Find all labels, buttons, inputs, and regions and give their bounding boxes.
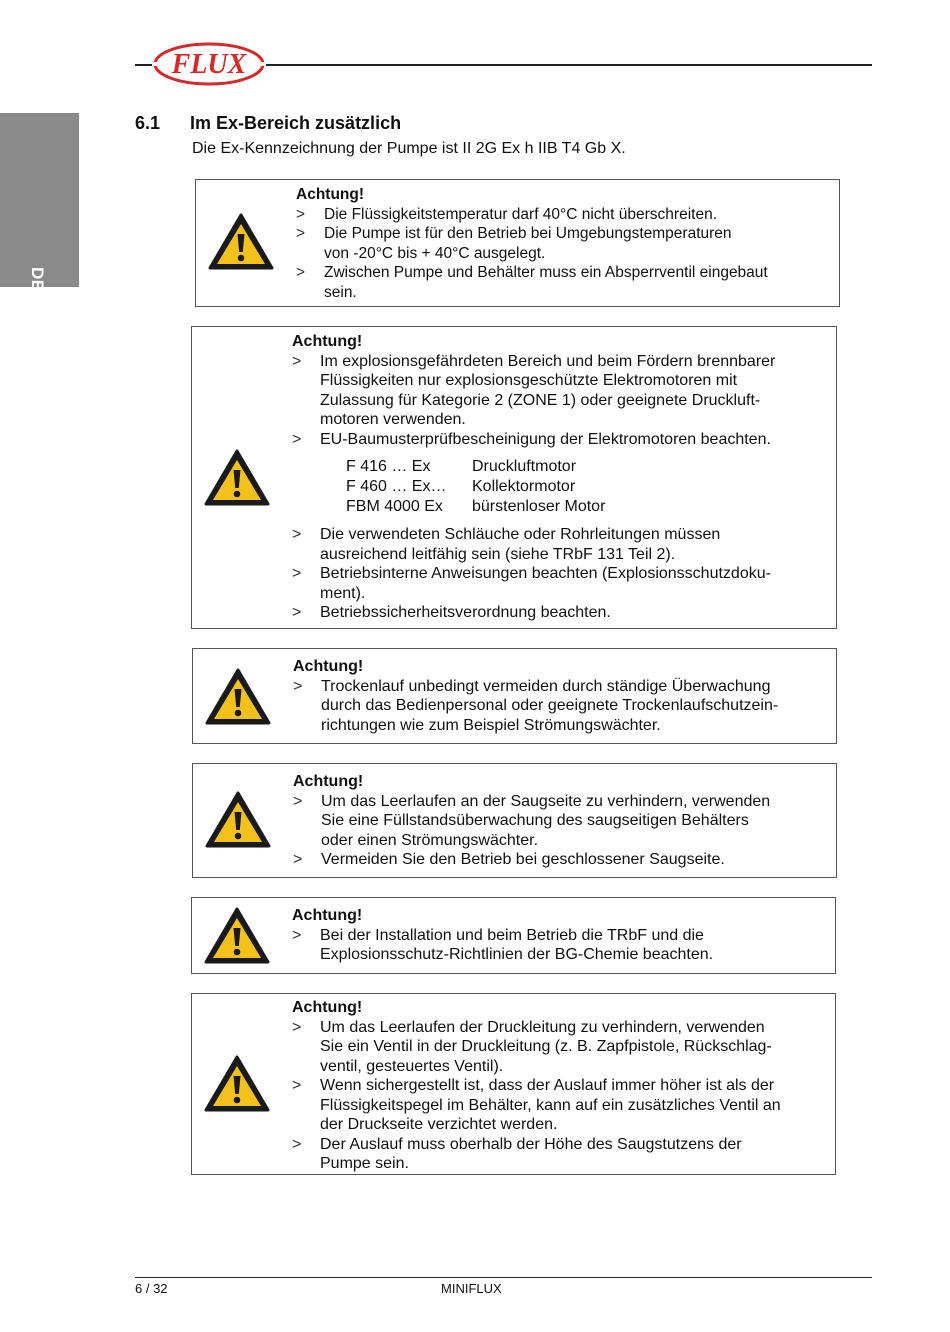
bullet: > (293, 851, 303, 868)
bullet: > (292, 352, 302, 370)
warning-item: > Betriebssicherheitsverordnung beachten. (292, 604, 611, 621)
warning-item: > Betriebsinterne Anweisungen beachten (Explosionsschutzdoku- ment). (292, 565, 771, 602)
warning-triangle-icon (204, 907, 270, 965)
warning-item: > Um das Leerlaufen der Druckleitung zu verhindern, verwenden Sie ein Ventil in der Druckleitung (z. B. Zapfpistole, Rückschlag- ventil, gesteuertes Ventil). (292, 1018, 772, 1075)
warning-box-2 (191, 326, 837, 629)
warning-item: > Im explosionsgefährdeten Bereich und beim Fördern brennbarer Flüssigkeiten nur explosionsgeschützte Elektromotoren mit Zulassung für Kategorie 2 (ZONE 1) oder geeignete Druckluft- motoren verwenden. (292, 352, 776, 428)
section-intro: Die Ex-Kennzeichnung der Pumpe ist II 2G Ex h IIB T4 Gb X. (192, 140, 626, 157)
bullet: > (292, 430, 302, 448)
language-tab-label: DEUTSCH (28, 267, 47, 353)
bullet: > (293, 677, 303, 695)
warning-heading: Achtung! (296, 186, 365, 203)
bullet: > (296, 225, 306, 242)
warning-box-3 (192, 648, 837, 744)
warning-triangle-icon (205, 791, 271, 849)
warning-item: > Die Flüssigkeitstemperatur darf 40°C nicht überschreiten. (296, 205, 718, 223)
svg-text:FLUX: FLUX (171, 49, 247, 80)
warning-triangle-icon (204, 1055, 270, 1113)
warning-item: > Wenn sichergestellt ist, dass der Auslauf immer höher ist als der Flüssigkeitspegel im Behälter, kann auf ein zusätzliches Ventil an der Druckseite verzichtet werden. (292, 1077, 781, 1133)
motor-row: F 416 … Ex Druckluftmotor (346, 458, 577, 475)
warning-triangle-icon (204, 449, 270, 507)
warning-box-6 (191, 993, 836, 1175)
motor-row: F 460 … Ex… Kollektormotor (346, 478, 576, 495)
section-title: Im Ex-Bereich zusätzlich (190, 113, 402, 133)
warning-item: > Zwischen Pumpe und Behälter muss ein Absperrventil eingebaut sein. (296, 264, 768, 301)
warning-heading: Achtung! (292, 907, 363, 924)
document-name: MINIFLUX (441, 1281, 502, 1296)
warning-item: > Um das Leerlaufen an der Saugseite zu verhindern, verwenden Sie eine Füllstandsüberwachung des saugseitigen Behälters oder einen Strömungswächter. (293, 792, 771, 849)
warning-heading: Achtung! (293, 658, 364, 675)
warning-item: > Die Pumpe ist für den Betrieb bei Umgebungstemperaturen von -20°C bis + 40°C ausgelegt. (296, 225, 732, 262)
warning-item: > Der Auslauf muss oberhalb der Höhe des Saugstutzens der Pumpe sein. (292, 1135, 742, 1172)
bullet: > (292, 1135, 302, 1153)
warning-heading: Achtung! (292, 333, 363, 350)
warning-box-1 (195, 179, 840, 307)
bullet: > (292, 526, 302, 543)
warning-heading: Achtung! (292, 999, 363, 1016)
warning-item: > Trockenlauf unbedingt vermeiden durch ständige Überwachung durch das Bedienpersonal oder geeignete Trockenlaufschutzein- richtungen wie zum Beispiel Strömungswächter. (293, 677, 779, 734)
motor-row: FBM 4000 Ex bürstenloser Motor (346, 498, 606, 515)
bullet: > (292, 565, 302, 582)
bullet: > (292, 604, 302, 621)
section-number: 6.1 (135, 113, 161, 133)
warning-item: > Die verwendeten Schläuche oder Rohrleitungen müssen ausreichend leitfähig sein (siehe TRbF 131 Teil 2). (292, 526, 721, 563)
warning-triangle-icon (208, 213, 274, 271)
flux-logo (150, 40, 268, 86)
motor-table (346, 457, 832, 517)
footer-rule (135, 1277, 872, 1278)
page-number: 6 / 32 (135, 1281, 168, 1296)
language-tab (0, 113, 79, 353)
bullet: > (296, 264, 306, 281)
warning-box-4 (192, 763, 837, 878)
warning-triangle-icon (205, 668, 271, 726)
bullet: > (293, 792, 303, 810)
warning-heading: Achtung! (293, 773, 364, 790)
bullet: > (292, 926, 302, 944)
bullet: > (292, 1077, 302, 1094)
warning-item: > Vermeiden Sie den Betrieb bei geschlossener Saugseite. (293, 851, 725, 868)
warning-item: > Bei der Installation und beim Betrieb die TRbF und die Explosionsschutz-Richtlinien der BG-Chemie beachten. (292, 926, 714, 963)
bullet: > (292, 1018, 302, 1036)
warning-box-5 (191, 897, 836, 974)
warning-item: > EU-Baumusterprüfbescheinigung der Elektromotoren beachten. (292, 430, 771, 448)
bullet: > (296, 205, 306, 223)
